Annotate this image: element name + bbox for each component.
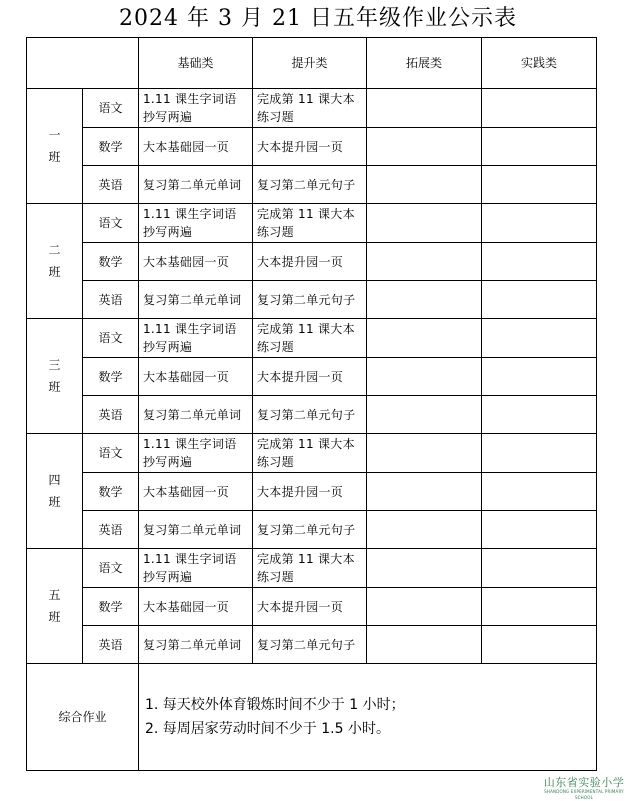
page-title: 2024 年 3 月 21 日五年级作业公示表 <box>119 6 517 31</box>
advanced-task-cell: 完成第 11 课大本练习题 <box>253 319 367 358</box>
advanced-task-cell: 复习第二单元句子 <box>253 396 367 434</box>
header-blank-cell <box>27 38 139 89</box>
subject-cell: 英语 <box>83 626 139 664</box>
extended-task-cell <box>367 626 482 664</box>
class-name-cell <box>27 89 83 204</box>
extended-task-cell <box>367 358 482 396</box>
class-name-cell <box>27 204 83 319</box>
advanced-task-cell: 完成第 11 课大本练习题 <box>253 549 367 588</box>
subject-cell: 语文 <box>83 204 139 243</box>
homework-table <box>26 37 597 771</box>
advanced-task-cell: 大本提升园一页 <box>253 128 367 166</box>
table-row <box>27 319 597 358</box>
header-basic: 基础类 <box>139 38 253 89</box>
header-extended: 拓展类 <box>367 38 482 89</box>
table-row <box>27 473 597 511</box>
extended-task-cell <box>367 319 482 358</box>
practice-task-cell <box>482 511 597 549</box>
extended-task-cell <box>367 511 482 549</box>
header-advanced: 提升类 <box>253 38 367 89</box>
advanced-task-cell: 大本提升园一页 <box>253 588 367 626</box>
table-row <box>27 358 597 396</box>
school-logo <box>536 776 632 801</box>
extended-task-cell <box>367 166 482 204</box>
class-name-cell <box>27 319 83 434</box>
table-row <box>27 128 597 166</box>
subject-cell: 数学 <box>83 243 139 281</box>
summary-label: 综合作业 <box>27 664 139 771</box>
practice-task-cell <box>482 243 597 281</box>
class-name: 三 班 <box>48 358 61 394</box>
practice-task-cell <box>482 473 597 511</box>
practice-task-cell <box>482 358 597 396</box>
practice-task-cell <box>482 626 597 664</box>
extended-task-cell <box>367 281 482 319</box>
basic-task-cell: 复习第二单元单词 <box>139 511 253 549</box>
practice-task-cell <box>482 588 597 626</box>
extended-task-cell <box>367 396 482 434</box>
summary-line: 1. 每天校外体育锻炼时间不少于 1 小时； <box>145 697 405 713</box>
table-row <box>27 511 597 549</box>
basic-task-cell: 复习第二单元单词 <box>139 166 253 204</box>
practice-task-cell <box>482 396 597 434</box>
extended-task-cell <box>367 434 482 473</box>
advanced-task-cell: 完成第 11 课大本练习题 <box>253 204 367 243</box>
table-row <box>27 89 597 128</box>
basic-task-cell: 1.11 课生字词语抄写两遍 <box>139 89 253 128</box>
basic-task-cell: 复习第二单元单词 <box>139 281 253 319</box>
subject-cell: 语文 <box>83 319 139 358</box>
class-name: 四 班 <box>48 473 61 509</box>
practice-task-cell <box>482 281 597 319</box>
basic-task-cell: 大本基础园一页 <box>139 588 253 626</box>
practice-task-cell <box>482 128 597 166</box>
class-name-cell <box>27 549 83 664</box>
table-row <box>27 204 597 243</box>
subject-cell: 语文 <box>83 89 139 128</box>
basic-task-cell: 1.11 课生字词语抄写两遍 <box>139 549 253 588</box>
basic-task-cell: 大本基础园一页 <box>139 243 253 281</box>
table-row <box>27 243 597 281</box>
table-row <box>27 626 597 664</box>
extended-task-cell <box>367 473 482 511</box>
basic-task-cell: 大本基础园一页 <box>139 473 253 511</box>
practice-task-cell <box>482 204 597 243</box>
extended-task-cell <box>367 204 482 243</box>
advanced-task-cell: 复习第二单元句子 <box>253 626 367 664</box>
subject-cell: 数学 <box>83 588 139 626</box>
table-header-row <box>27 38 597 89</box>
table-row <box>27 396 597 434</box>
subject-cell: 英语 <box>83 281 139 319</box>
subject-cell: 数学 <box>83 128 139 166</box>
table-row <box>27 281 597 319</box>
table-row <box>27 588 597 626</box>
summary-row <box>27 664 597 771</box>
extended-task-cell <box>367 128 482 166</box>
table-row <box>27 434 597 473</box>
advanced-task-cell: 复习第二单元句子 <box>253 166 367 204</box>
practice-task-cell <box>482 89 597 128</box>
practice-task-cell <box>482 166 597 204</box>
subject-cell: 英语 <box>83 166 139 204</box>
class-name: 二 班 <box>48 243 61 279</box>
summary-line: 2. 每周居家劳动时间不少于 1.5 小时。 <box>145 721 390 737</box>
subject-cell: 英语 <box>83 396 139 434</box>
basic-task-cell: 1.11 课生字词语抄写两遍 <box>139 204 253 243</box>
subject-cell: 数学 <box>83 358 139 396</box>
table-row <box>27 549 597 588</box>
advanced-task-cell: 大本提升园一页 <box>253 243 367 281</box>
practice-task-cell <box>482 434 597 473</box>
basic-task-cell: 大本基础园一页 <box>139 358 253 396</box>
practice-task-cell <box>482 319 597 358</box>
basic-task-cell: 复习第二单元单词 <box>139 396 253 434</box>
basic-task-cell: 复习第二单元单词 <box>139 626 253 664</box>
basic-task-cell: 大本基础园一页 <box>139 128 253 166</box>
extended-task-cell <box>367 89 482 128</box>
school-logo-subtext: SHANDONG EXPERIMENTAL PRIMARY SCHOOL <box>544 789 624 800</box>
header-practice: 实践类 <box>482 38 597 89</box>
advanced-task-cell: 完成第 11 课大本练习题 <box>253 434 367 473</box>
homework-table-body <box>27 38 597 771</box>
basic-task-cell: 1.11 课生字词语抄写两遍 <box>139 434 253 473</box>
advanced-task-cell: 大本提升园一页 <box>253 358 367 396</box>
table-row <box>27 166 597 204</box>
extended-task-cell <box>367 243 482 281</box>
subject-cell: 语文 <box>83 549 139 588</box>
class-name: 一 班 <box>48 128 61 164</box>
practice-task-cell <box>482 549 597 588</box>
summary-content <box>139 664 597 771</box>
subject-cell: 数学 <box>83 473 139 511</box>
extended-task-cell <box>367 549 482 588</box>
class-name: 五 班 <box>48 588 61 624</box>
subject-cell: 英语 <box>83 511 139 549</box>
class-name-cell <box>27 434 83 549</box>
subject-cell: 语文 <box>83 434 139 473</box>
school-logo-text: 山东省实验小学 <box>543 776 625 789</box>
extended-task-cell <box>367 588 482 626</box>
advanced-task-cell: 完成第 11 课大本练习题 <box>253 89 367 128</box>
basic-task-cell: 1.11 课生字词语抄写两遍 <box>139 319 253 358</box>
advanced-task-cell: 复习第二单元句子 <box>253 281 367 319</box>
advanced-task-cell: 复习第二单元句子 <box>253 511 367 549</box>
advanced-task-cell: 大本提升园一页 <box>253 473 367 511</box>
